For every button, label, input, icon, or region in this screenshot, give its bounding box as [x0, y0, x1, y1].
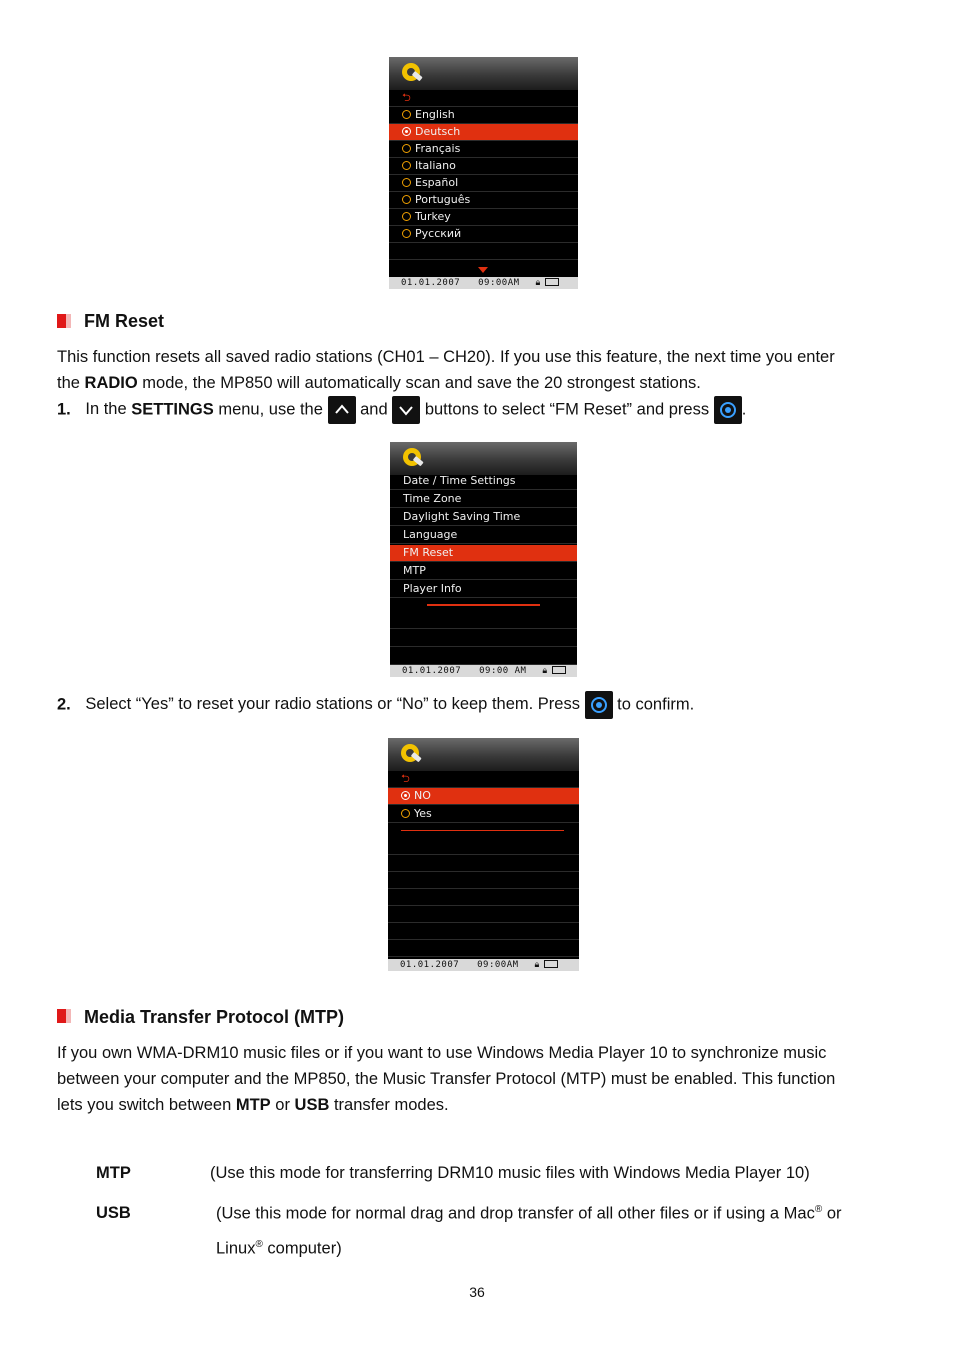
language-menu-screenshot: [389, 57, 578, 289]
empty-row: [390, 630, 577, 647]
menu-item[interactable]: [388, 788, 579, 805]
lock-icon: 🔒︎: [534, 960, 540, 970]
screen-header: [389, 57, 578, 90]
menu-item-label: Français: [415, 142, 461, 155]
menu-item[interactable]: [390, 527, 577, 544]
fm-reset-heading: FM Reset: [84, 311, 165, 331]
menu-item[interactable]: [390, 581, 577, 598]
menu-item[interactable]: [390, 509, 577, 526]
page-number: 36: [469, 1284, 485, 1300]
status-bar: [389, 277, 578, 289]
menu-item-label: Español: [415, 176, 459, 189]
status-bar: [390, 665, 577, 677]
mtp-heading: Media Transfer Protocol (MTP): [84, 1007, 345, 1027]
empty-row: [388, 889, 579, 906]
step-2-number: 2.: [57, 695, 71, 714]
down-button-icon: [392, 396, 420, 424]
back-row[interactable]: [389, 90, 578, 107]
screen-header: [390, 442, 577, 475]
menu-item[interactable]: [389, 226, 578, 243]
battery-icon: [552, 666, 566, 674]
empty-row: [390, 612, 577, 629]
radio-icon: [402, 178, 411, 187]
scroll-down-icon: [478, 267, 488, 273]
fm-reset-confirm-screenshot: [388, 738, 579, 971]
radio-icon: [402, 110, 411, 119]
fm-reset-line-2: the RADIO mode, the MP850 will automatically scan and save the 20 strongest stations.: [57, 374, 701, 392]
empty-row: [388, 923, 579, 940]
status-date: 01.01.2007: [402, 666, 462, 676]
status-time: 09:00AM: [477, 960, 519, 970]
menu-item-label: NO: [414, 789, 431, 802]
menu-item-label: FM Reset: [403, 546, 454, 559]
back-icon: ⮌: [402, 91, 411, 104]
menu-item-label: Deutsch: [415, 125, 461, 138]
empty-row: [390, 648, 577, 665]
mtp-description: (Use this mode for transferring DRM10 music files with Windows Media Player 10): [210, 1164, 810, 1182]
usb-description: (Use this mode for normal drag and drop transfer of all other files or if using a Mac® or: [216, 1204, 842, 1223]
menu-item-label: Português: [415, 193, 471, 206]
mtp-term: MTP: [96, 1164, 131, 1182]
radio-icon: [402, 195, 411, 204]
menu-item[interactable]: [389, 158, 578, 175]
section-bullet-icon: [57, 314, 71, 328]
menu-item-label: Date / Time Settings: [403, 474, 516, 487]
status-time: 09:00 AM: [479, 666, 527, 676]
back-icon: ⮌: [401, 772, 410, 785]
section-bullet-icon: [57, 1009, 71, 1023]
mtp-paragraph: [57, 1040, 897, 1118]
empty-row: [388, 906, 579, 923]
mtp-line-1: If you own WMA-DRM10 music files or if you want to use Windows Media Player 10 to synchronize music: [57, 1044, 827, 1062]
empty-row: [388, 940, 579, 957]
radio-icon: [402, 212, 411, 221]
fm-reset-line-1: This function resets all saved radio stations (CH01 – CH20). If you use this feature, the next time you enter: [57, 348, 835, 366]
menu-item-label: MTP: [403, 564, 426, 577]
status-date: 01.01.2007: [401, 278, 461, 288]
menu-item[interactable]: [390, 473, 577, 490]
settings-menu-screenshot: [390, 442, 577, 677]
menu-item-label: Italiano: [415, 159, 456, 172]
settings-gear-icon: [398, 740, 426, 768]
up-button-icon: [328, 396, 356, 424]
menu-item[interactable]: [389, 107, 578, 124]
radio-icon: [401, 791, 410, 800]
enter-button-icon: [585, 691, 613, 719]
radio-icon: [402, 229, 411, 238]
empty-row: [388, 872, 579, 889]
menu-item[interactable]: [390, 545, 577, 562]
step-1-number: 1.: [57, 400, 71, 419]
menu-item[interactable]: [390, 563, 577, 580]
enter-button-icon: [714, 396, 742, 424]
menu-item[interactable]: [389, 124, 578, 141]
menu-item[interactable]: [389, 175, 578, 192]
radio-icon: [402, 127, 411, 136]
settings-gear-icon: [399, 59, 427, 87]
lock-icon: 🔒︎: [542, 666, 548, 676]
menu-item[interactable]: [390, 491, 577, 508]
menu-item[interactable]: [389, 141, 578, 158]
usb-description-line-2: Linux® computer): [216, 1239, 342, 1258]
menu-item-label: Русский: [415, 227, 462, 240]
lock-icon: 🔒︎: [535, 278, 541, 288]
status-bar: [388, 959, 579, 971]
status-date: 01.01.2007: [400, 960, 460, 970]
battery-icon: [545, 278, 559, 286]
screen-header: [388, 738, 579, 771]
menu-item-label: Time Zone: [403, 492, 462, 505]
usb-term: USB: [96, 1204, 131, 1222]
empty-row: [388, 838, 579, 855]
menu-item[interactable]: [389, 192, 578, 209]
settings-gear-icon: [400, 444, 428, 472]
step-1: 1. In the SETTINGS menu, use the and buttons to select “FM Reset” and press .: [57, 396, 746, 424]
menu-item-label: English: [415, 108, 455, 121]
menu-item[interactable]: [388, 806, 579, 823]
mtp-line-2: between your computer and the MP850, the Music Transfer Protocol (MTP) must be enabled. This function: [57, 1070, 836, 1088]
menu-item-label: Turkey: [415, 210, 451, 223]
status-time: 09:00AM: [478, 278, 520, 288]
radio-icon: [401, 809, 410, 818]
battery-icon: [544, 960, 558, 968]
back-row[interactable]: [388, 771, 579, 788]
menu-item[interactable]: [389, 209, 578, 226]
menu-item-label: Player Info: [403, 582, 462, 595]
mtp-line-3: lets you switch between MTP or USB transfer modes.: [57, 1096, 449, 1114]
scroll-indicator: [401, 830, 564, 831]
menu-item-label: Daylight Saving Time: [403, 510, 521, 523]
empty-row: [389, 243, 578, 260]
radio-icon: [402, 144, 411, 153]
menu-item-label: Yes: [414, 807, 432, 820]
step-2: 2. Select “Yes” to reset your radio stations or “No” to keep them. Press to confirm.: [57, 691, 694, 719]
scroll-indicator: [427, 604, 540, 606]
fm-reset-paragraph: [57, 344, 897, 396]
menu-item-label: Language: [403, 528, 458, 541]
empty-row: [388, 855, 579, 872]
radio-icon: [402, 161, 411, 170]
